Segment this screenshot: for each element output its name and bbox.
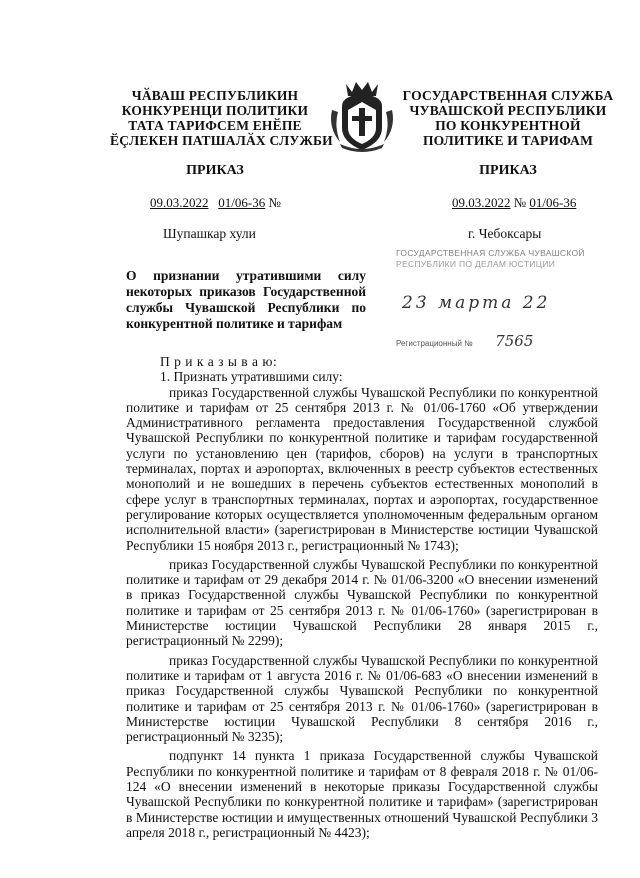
order-number: 01/06-36: [529, 195, 577, 210]
order-point-1: 1. Признать утратившими силу:: [160, 369, 343, 385]
body-paragraph: подпункт 14 пункта 1 приказа Государственной службы Чувашской Республики по конкурентной политике и тарифам от 8 февраля 2018 г. № 01/06-124 «О внесении изменений в некоторые приказы Государственной службы Чувашской Республики по конкурентной политике и тарифам» (зарегистрирован в Министерстве юстиции и имущественных отношений Чувашской Республики 3 апреля 2018 г., регистрационный № 4423);: [126, 748, 598, 840]
header-left-chuvash: [110, 88, 333, 148]
number-sign: №: [268, 195, 281, 210]
header-left-line: ТАТА ТАРИФСЕМ ЕНӖПЕ: [128, 118, 302, 133]
order-date: 09.03.2022: [150, 195, 209, 210]
header-left-line: ЧӐВАШ РЕСПУБЛИКИН: [131, 88, 299, 103]
order-title-right: ПРИКАЗ: [479, 163, 537, 178]
order-date-number-left: [150, 195, 281, 211]
registration-stamp: [396, 248, 616, 348]
order-intro: П р и к а з ы в а ю:: [160, 354, 278, 369]
order-date: 09.03.2022: [452, 195, 511, 210]
order-subject: О признании утратившими силу некоторых приказов Государственной службы Чувашской Республики по конкурентной политике и тарифам: [126, 268, 366, 331]
stamp-line: РЕСПУБЛИКИ ПО ДЕЛАМ ЮСТИЦИИ: [396, 259, 556, 269]
header-left-line: КОНКУРЕНЦИ ПОЛИТИКИ: [121, 103, 309, 118]
stamp-registration: [396, 332, 533, 351]
header-right-russian: [402, 88, 614, 148]
header-right-line: ГОСУДАРСТВЕННАЯ СЛУЖБА: [402, 88, 614, 103]
city-chuvash: Шупашкар хули: [163, 226, 256, 241]
chuvash-coat-of-arms-icon: [326, 76, 398, 156]
stamp-reg-label: Регистрационный №: [396, 339, 473, 348]
order-date-number-right: [452, 195, 576, 211]
stamp-handwritten-date: 23 марта 22: [402, 293, 551, 313]
city-russian: г. Чебоксары: [468, 226, 542, 241]
order-number: 01/06-36: [218, 195, 266, 210]
number-sign: №: [513, 195, 527, 210]
body-paragraph: приказ Государственной службы Чувашской Республики по конкурентной политике и тарифам от 25 сентября 2013 г. № 01/06-1760 «Об утверждении Административного регламента предоставления Государственной службой Чувашской Республики по конкурентной политике и тарифам государственной услуги по установлению цен (тарифов, сборов) на услуги в транспортных терминалах, портах и аэропортах, включенных в реестр субъектов естественных монополий и не вошедших в перечень субъектов естественных монополий в сфере услуг в транспортных терминалах, портах и аэропортах, государственное регулирование которых осуществляется уполномоченным федеральным органом исполнительной власти» (зарегистрирован в Министерстве юстиции Чувашской Республики 15 ноября 2013 г., регистрационный № 1743);: [126, 384, 598, 553]
body-paragraph: приказ Государственной службы Чувашской Республики по конкурентной политике и тарифам от 1 августа 2016 г. № 01/06-683 «О внесении изменений в приказ Государственной службы Чувашской Республики по конкурентной политике и тарифам от 25 сентября 2013 г. № 01/06-1760» (зарегистрирован в Министерстве юстиции Чувашской Республики 8 сентября 2016 г., регистрационный № 3235);: [126, 652, 598, 745]
order-body: [126, 354, 598, 844]
order-title-left: ПРИКАЗ: [186, 163, 244, 178]
header-right-line: ПО КОНКУРЕНТНОЙ: [435, 118, 581, 133]
body-paragraph: приказ Государственной службы Чувашской Республики по конкурентной политике и тарифам от 29 декабря 2014 г. № 01/06-3200 «О внесении изменений в приказ Государственной службы Чувашской Республики по конкурентной политике и тарифам от 25 сентября 2013 г. № 01/06-1760» (зарегистрирован в Министерстве юстиции Чувашской Республики 28 января 2015 г., регистрационный № 2299);: [126, 556, 598, 649]
header-right-line: ЧУВАШСКОЙ РЕСПУБЛИКИ: [409, 103, 607, 118]
header-right-line: ПОЛИТИКЕ И ТАРИФАМ: [422, 133, 594, 148]
stamp-reg-number: 7565: [495, 332, 534, 350]
header-left-line: ӖÇЛЕКЕН ПАТШАЛӐХ СЛУЖБИ: [110, 133, 333, 148]
stamp-line: ГОСУДАРСТВЕННАЯ СЛУЖБА ЧУВАШСКОЙ: [396, 248, 585, 258]
